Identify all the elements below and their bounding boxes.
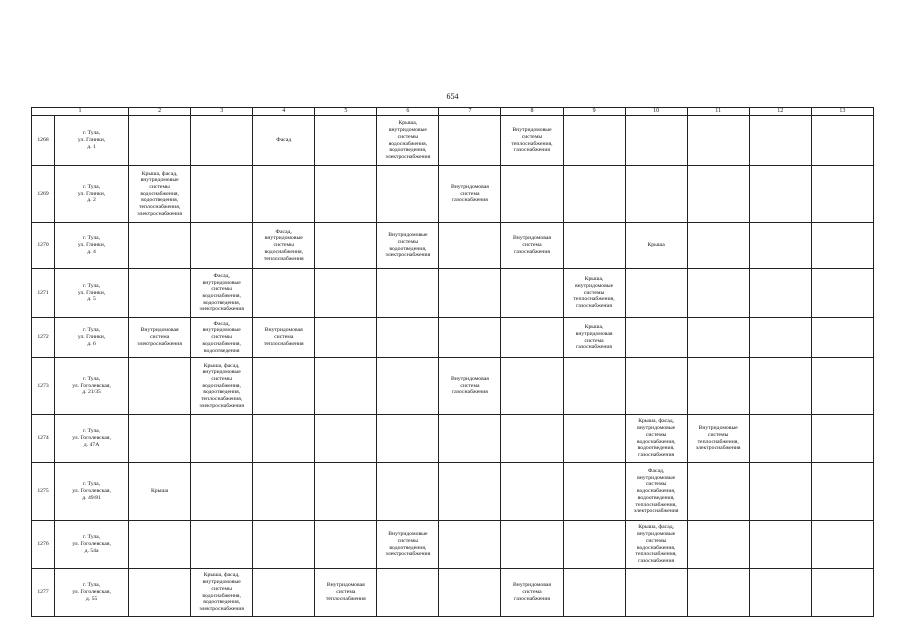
work-cell [191, 166, 253, 223]
table-row [32, 358, 874, 415]
work-cell [625, 116, 687, 166]
page-number: 654 [446, 92, 459, 101]
column-header: 1 [32, 108, 129, 116]
address-cell: г. Тула, ул. Глинки, д. 2 [55, 166, 129, 223]
work-cell: Фасад [253, 116, 315, 166]
work-cell [253, 358, 315, 415]
work-cell [811, 318, 873, 358]
row-number: 1272 [32, 318, 55, 358]
work-cell [811, 116, 873, 166]
work-cell [687, 521, 749, 569]
work-cell: Крыша, фасад, внутридомовые системы водоснабжения, водоотведения, электроснабжения [191, 569, 253, 617]
column-header: 13 [811, 108, 873, 116]
work-cell [315, 521, 377, 569]
work-cell [315, 415, 377, 463]
work-cell [563, 463, 625, 521]
work-cell: Внутридомовая система теплоснабжения [315, 569, 377, 617]
row-number: 1268 [32, 116, 55, 166]
work-cell [377, 569, 439, 617]
work-cell [501, 166, 563, 223]
column-header: 6 [377, 108, 439, 116]
table-row [32, 166, 874, 223]
work-cell [191, 415, 253, 463]
address-cell: г. Тула, ул. Гоголевская, д. 55 [55, 569, 129, 617]
work-cell: Внутридомовая система теплоснабжения [253, 318, 315, 358]
work-cell [687, 223, 749, 269]
work-cell [439, 116, 501, 166]
work-cell [749, 269, 811, 318]
work-cell [625, 358, 687, 415]
row-number: 1275 [32, 463, 55, 521]
work-cell: Внутридомовые системы теплоснабжения, электроснабжения [687, 415, 749, 463]
row-number: 1274 [32, 415, 55, 463]
work-cell [749, 318, 811, 358]
work-cell [501, 269, 563, 318]
work-cell [439, 463, 501, 521]
work-cell: Внутридомовая система электроснабжения [129, 318, 191, 358]
column-header: 3 [191, 108, 253, 116]
work-cell [129, 223, 191, 269]
work-cell [377, 415, 439, 463]
work-cell [563, 521, 625, 569]
work-cell [191, 463, 253, 521]
work-cell [749, 463, 811, 521]
work-cell [315, 318, 377, 358]
work-cell [687, 166, 749, 223]
column-header: 9 [563, 108, 625, 116]
work-cell: Фасад, внутридомовые системы водоснабжения, водоотведения, электроснабжения [191, 269, 253, 318]
work-cell [687, 116, 749, 166]
work-cell [253, 521, 315, 569]
column-header: 8 [501, 108, 563, 116]
work-cell [377, 166, 439, 223]
register-body [32, 116, 874, 617]
work-cell [501, 318, 563, 358]
work-cell [811, 358, 873, 415]
work-cell [563, 116, 625, 166]
work-cell [501, 463, 563, 521]
work-cell: Крыша, фасад, внутридомовые системы водоснабжения, водоотведения, теплоснабжения, электроснабжения [191, 358, 253, 415]
work-cell: Фасад, внутридомовые системы водоснабжения, водоотведения [191, 318, 253, 358]
work-cell: Крыша, фасад, внутридомовые системы водоснабжения, водоотведения, теплоснабжения, электроснабжения [129, 166, 191, 223]
work-cell [191, 521, 253, 569]
table-row [32, 318, 874, 358]
work-cell: Крыша, внутридомовые системы теплоснабжения, газоснабжения [563, 269, 625, 318]
column-header: 4 [253, 108, 315, 116]
work-cell [129, 269, 191, 318]
work-cell [129, 415, 191, 463]
work-cell [315, 269, 377, 318]
work-cell [811, 463, 873, 521]
address-cell: г. Тула, ул. Глинки, д. 5 [55, 269, 129, 318]
work-cell: Крыша, фасад, внутридомовые системы водоснабжения, теплоснабжения, газоснабжения [625, 521, 687, 569]
work-cell: Крыша [129, 463, 191, 521]
work-cell: Фасад, внутридомовые системы водоснабжения, водоотведения, теплоснабжения, электроснабжения [625, 463, 687, 521]
work-cell [563, 223, 625, 269]
work-cell [687, 569, 749, 617]
work-cell [625, 318, 687, 358]
work-cell [811, 569, 873, 617]
work-cell [749, 415, 811, 463]
register-table [31, 107, 874, 617]
work-cell [253, 166, 315, 223]
column-header: 7 [439, 108, 501, 116]
work-cell: Крыша [625, 223, 687, 269]
table-row [32, 569, 874, 617]
work-cell: Внутридомовые системы водоотведения, электроснабжения [377, 223, 439, 269]
work-cell: Крыша, внутридомовые системы водоснабжения, водоотведения, электроснабжения [377, 116, 439, 166]
row-number: 1273 [32, 358, 55, 415]
work-cell [129, 569, 191, 617]
column-header: 10 [625, 108, 687, 116]
work-cell [687, 318, 749, 358]
row-number: 1277 [32, 569, 55, 617]
work-cell [377, 463, 439, 521]
work-cell [253, 269, 315, 318]
work-cell: Внутридомовая система газоснабжения [439, 166, 501, 223]
work-cell [439, 569, 501, 617]
work-cell [439, 269, 501, 318]
work-cell [749, 223, 811, 269]
column-header-row [32, 108, 874, 116]
work-cell [129, 358, 191, 415]
work-cell: Крыша, внутридомовая система газоснабжения [563, 318, 625, 358]
address-cell: г. Тула, ул. Гоголевская, д. 47А [55, 415, 129, 463]
work-cell [811, 269, 873, 318]
work-cell [563, 569, 625, 617]
work-cell [439, 521, 501, 569]
work-cell [191, 116, 253, 166]
work-cell [129, 116, 191, 166]
row-number: 1276 [32, 521, 55, 569]
table-row [32, 463, 874, 521]
address-cell: г. Тула, ул. Глинки, д. 6 [55, 318, 129, 358]
work-cell [501, 415, 563, 463]
work-cell [439, 223, 501, 269]
work-cell [315, 463, 377, 521]
work-cell [563, 358, 625, 415]
row-number: 1269 [32, 166, 55, 223]
work-cell: Внутридомовая система газоснабжения [501, 223, 563, 269]
work-cell [501, 358, 563, 415]
column-header: 5 [315, 108, 377, 116]
work-cell: Внутридомовая система газоснабжения [501, 569, 563, 617]
address-cell: г. Тула, ул. Глинки, д. 1 [55, 116, 129, 166]
work-cell [563, 166, 625, 223]
work-cell [191, 223, 253, 269]
work-cell [625, 569, 687, 617]
address-cell: г. Тула, ул. Гоголевская, д. 49/81 [55, 463, 129, 521]
work-cell: Фасад, внутридомовые системы водоснабжения, теплоснабжения [253, 223, 315, 269]
work-cell [439, 318, 501, 358]
work-cell [625, 166, 687, 223]
work-cell: Внутридомовые системы теплоснабжения, газоснабжения [501, 116, 563, 166]
work-cell [749, 116, 811, 166]
work-cell [811, 521, 873, 569]
work-cell: Внутридомовые системы водоотведения, электроснабжения [377, 521, 439, 569]
table-row [32, 415, 874, 463]
work-cell [315, 166, 377, 223]
work-cell [315, 223, 377, 269]
address-cell: г. Тула, ул. Гоголевская, д. 54а [55, 521, 129, 569]
row-number: 1271 [32, 269, 55, 318]
address-cell: г. Тула, ул. Глинки, д. 4 [55, 223, 129, 269]
work-cell: Крыша, фасад, внутридомовые системы водоснабжения, водоотведения, газоснабжения [625, 415, 687, 463]
work-cell [687, 463, 749, 521]
work-cell [749, 358, 811, 415]
table-row [32, 116, 874, 166]
work-cell [377, 269, 439, 318]
work-cell [811, 166, 873, 223]
work-cell [129, 521, 191, 569]
work-cell [563, 415, 625, 463]
table-row [32, 223, 874, 269]
work-cell [687, 358, 749, 415]
work-cell [811, 223, 873, 269]
row-number: 1270 [32, 223, 55, 269]
work-cell [749, 166, 811, 223]
work-cell [253, 415, 315, 463]
work-cell [377, 318, 439, 358]
work-cell [315, 358, 377, 415]
table-row [32, 269, 874, 318]
column-header: 2 [129, 108, 191, 116]
work-cell [749, 569, 811, 617]
column-header: 11 [687, 108, 749, 116]
work-cell [253, 463, 315, 521]
work-cell: Внутридомовая система газоснабжения [439, 358, 501, 415]
work-cell [253, 569, 315, 617]
work-cell [749, 521, 811, 569]
work-cell [687, 269, 749, 318]
work-cell [439, 415, 501, 463]
work-cell [377, 358, 439, 415]
work-cell [315, 116, 377, 166]
work-cell [625, 269, 687, 318]
column-header: 12 [749, 108, 811, 116]
work-cell [501, 521, 563, 569]
work-cell [811, 415, 873, 463]
address-cell: г. Тула, ул. Гоголевская, д. 21/35 [55, 358, 129, 415]
table-row [32, 521, 874, 569]
